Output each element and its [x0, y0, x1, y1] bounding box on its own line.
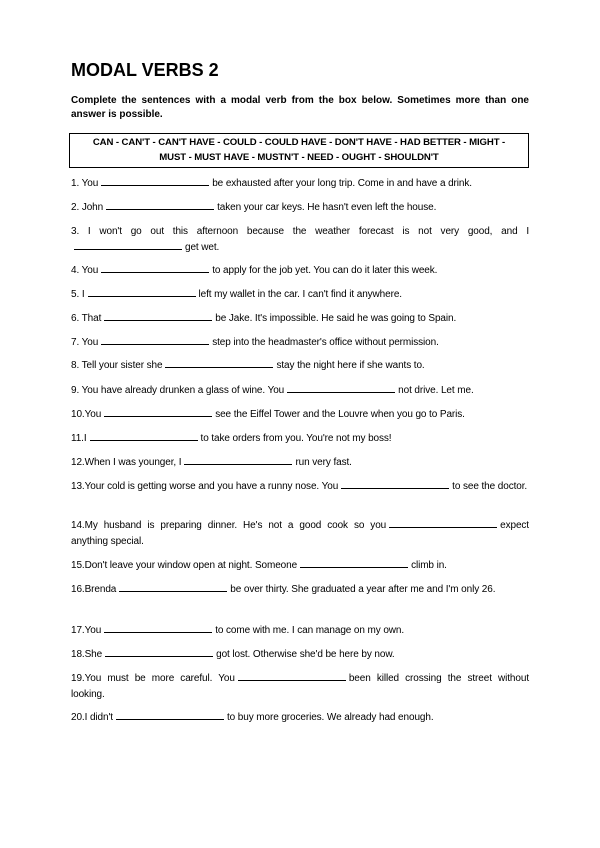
question-text: 3. I won't go out this afternoon because the weather forecast is not very good, and I [71, 226, 529, 237]
question-20 [71, 710, 529, 726]
question-text: to buy more groceries. We already had enough. [226, 712, 434, 723]
answer-blank[interactable] [300, 558, 408, 568]
answer-blank[interactable] [287, 383, 395, 393]
question-text: get wet. [185, 242, 220, 253]
question-13 [71, 479, 529, 495]
answer-blank[interactable] [101, 176, 209, 186]
question-text: 13.Your cold is getting worse and you have a runny nose. You [71, 481, 339, 492]
question-text: 9. You have already drunken a glass of wine. You [71, 385, 285, 396]
answer-blank[interactable] [90, 431, 198, 441]
question-text: see the Eiffel Tower and the Louvre when you go to Paris. [215, 409, 465, 420]
question-text: 7. You [71, 337, 99, 348]
answer-blank[interactable] [106, 200, 214, 210]
question-text: 11.I [71, 433, 87, 444]
question-text: be Jake. It's impossible. He said he was going to Spain. [215, 313, 457, 324]
question-10 [71, 407, 529, 423]
question-text: to take orders from you. You're not my boss! [200, 433, 392, 444]
question-14 [71, 518, 529, 550]
question-9 [71, 383, 529, 399]
question-text: 12.When I was younger, I [71, 457, 182, 468]
word-box-line-1: CAN - CAN'T - CAN'T HAVE - COULD - COULD HAVE - DON'T HAVE - HAD BETTER - MIGHT - [92, 137, 506, 148]
question-16 [71, 582, 529, 598]
question-text: climb in. [411, 560, 447, 571]
question-text: 1. You [71, 178, 99, 189]
question-text: 4. You [71, 265, 99, 276]
answer-blank[interactable] [116, 710, 224, 720]
question-4 [71, 263, 529, 279]
question-text: 19.You must be more careful. You [71, 673, 235, 684]
page-title: MODAL VERBS 2 [71, 60, 219, 80]
question-11 [71, 431, 529, 447]
question-text: to apply for the job yet. You can do it later this week. [212, 265, 438, 276]
question-text: 17.You [71, 625, 102, 636]
question-text: be exhausted after your long trip. Come in and have a drink. [212, 178, 472, 189]
question-text: 2. John [71, 202, 104, 213]
question-text: run very fast. [295, 457, 352, 468]
question-text: 20.I didn't [71, 712, 113, 723]
question-text: not drive. Let me. [398, 385, 474, 396]
question-15 [71, 558, 529, 574]
question-text: 14.My husband is preparing dinner. He's not a good cook so you [71, 520, 387, 531]
answer-blank[interactable] [238, 671, 346, 681]
question-text: expect anything special. [71, 520, 529, 547]
question-18 [71, 647, 529, 663]
question-text: 10.You [71, 409, 102, 420]
question-text: be over thirty. She graduated a year after me and I'm only 26. [230, 584, 496, 595]
answer-blank[interactable] [101, 335, 209, 345]
answer-blank[interactable] [88, 287, 196, 297]
question-text: stay the night here if she wants to. [276, 360, 425, 371]
word-box [69, 133, 529, 168]
question-1 [71, 176, 529, 192]
instructions: Complete the sentences with a modal verb from the box below. Sometimes more than one answer is possible. [71, 95, 529, 120]
question-text: to see the doctor. [452, 481, 528, 492]
answer-blank[interactable] [119, 582, 227, 592]
question-text: 5. I [71, 289, 85, 300]
question-5 [71, 287, 529, 303]
answer-blank[interactable] [104, 407, 212, 417]
question-text: taken your car keys. He hasn't even left the house. [217, 202, 437, 213]
question-text: 8. Tell your sister she [71, 360, 163, 371]
question-6 [71, 311, 529, 327]
question-3 [71, 224, 529, 256]
answer-blank[interactable] [184, 455, 292, 465]
answer-blank[interactable] [104, 623, 212, 633]
word-box-line-2: MUST - MUST HAVE - MUSTN'T - NEED - OUGHT - SHOULDN'T [159, 152, 439, 163]
answer-blank[interactable] [165, 358, 273, 368]
answer-blank[interactable] [389, 518, 497, 528]
question-text: left my wallet in the car. I can't find it anywhere. [198, 289, 402, 300]
answer-blank[interactable] [341, 479, 449, 489]
answer-blank[interactable] [105, 647, 213, 657]
question-text: step into the headmaster's office without permission. [212, 337, 439, 348]
answer-blank[interactable] [101, 263, 209, 273]
question-7 [71, 335, 529, 351]
question-text: 6. That [71, 313, 102, 324]
question-text: got lost. Otherwise she'd be here by now. [216, 649, 395, 660]
question-19 [71, 671, 529, 703]
question-12 [71, 455, 529, 471]
question-text: 15.Don't leave your window open at night. Someone [71, 560, 298, 571]
question-2 [71, 200, 529, 216]
answer-blank[interactable] [74, 240, 182, 250]
question-text: been killed crossing the street without looking. [71, 673, 529, 700]
question-text: 18.She [71, 649, 103, 660]
question-text: 16.Brenda [71, 584, 117, 595]
question-8 [71, 358, 529, 374]
question-text: to come with me. I can manage on my own. [215, 625, 405, 636]
question-17 [71, 623, 529, 639]
answer-blank[interactable] [104, 311, 212, 321]
